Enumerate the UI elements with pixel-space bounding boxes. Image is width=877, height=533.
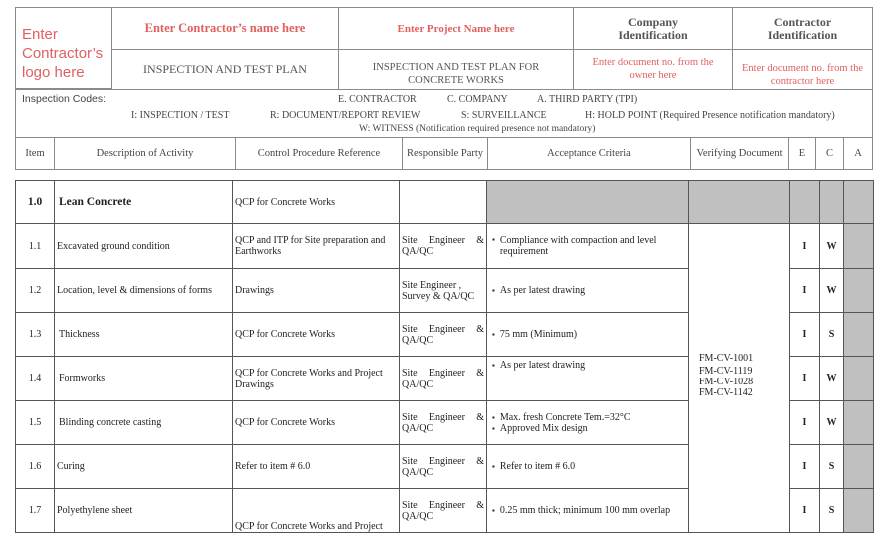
row-a xyxy=(844,313,874,357)
row-c: W xyxy=(820,357,844,401)
owner-document-number xyxy=(573,49,733,90)
verifying-documents-cell xyxy=(689,224,790,533)
row-item: 1.5 xyxy=(16,401,55,445)
project-name xyxy=(338,7,574,50)
verifying-doc: FM-CV-1028 xyxy=(699,378,754,386)
subtitle-line-1: INSPECTION AND TEST PLAN FOR xyxy=(372,61,540,73)
contractor-id-line-2: Identification xyxy=(767,27,838,42)
row-e: I xyxy=(790,357,820,401)
party-site: Site xyxy=(402,323,418,335)
row-e: I xyxy=(790,489,820,533)
col-e xyxy=(788,137,816,170)
row-description: Polyethylene sheet xyxy=(55,489,233,533)
project-name-text: Enter Project Name here xyxy=(397,22,515,35)
code-contractor: E. CONTRACTOR xyxy=(338,94,417,105)
contractor-name-text: Enter Contractor’s name here xyxy=(144,21,306,35)
criteria-text: As per latest drawing xyxy=(499,285,586,296)
code-review: R: DOCUMENT/REPORT REVIEW xyxy=(270,110,421,121)
criteria-text: Refer to item # 6.0 xyxy=(499,461,576,472)
row-a xyxy=(844,489,874,533)
section-item: 1.0 xyxy=(16,181,55,224)
row-e: I xyxy=(790,445,820,489)
row-item: 1.3 xyxy=(16,313,55,357)
row-criteria xyxy=(487,445,689,489)
criteria-text: Max. fresh Concrete Tem.=32°C xyxy=(499,411,631,423)
row-item: 1.7 xyxy=(16,489,55,533)
party-engineer: Engineer xyxy=(428,499,465,511)
row-c: S xyxy=(820,445,844,489)
inspection-codes-label: Inspection Codes: xyxy=(22,93,107,105)
row-item: 1.4 xyxy=(16,357,55,401)
row-description: Thickness xyxy=(55,313,233,357)
party-site: Site xyxy=(402,455,418,467)
col-description xyxy=(54,137,236,170)
criteria-text: ▪ Compliance with compaction and level requirement xyxy=(499,235,657,257)
party-qaqc: QA/QC xyxy=(402,466,434,478)
row-procedure: QCP for Concrete Works xyxy=(233,313,400,357)
party-site: Site xyxy=(402,367,418,379)
section-criteria xyxy=(487,181,689,224)
row-criteria xyxy=(487,224,689,269)
section-description: Lean Concrete xyxy=(55,181,233,224)
row-a xyxy=(844,401,874,445)
col-party xyxy=(402,137,488,170)
row-party xyxy=(400,357,487,401)
row-e: I xyxy=(790,269,820,313)
party-engineer: Engineer xyxy=(428,323,465,335)
row-item: 1.6 xyxy=(16,445,55,489)
section-procedure: QCP for Concrete Works xyxy=(233,181,400,224)
row-e: I xyxy=(790,313,820,357)
party-qaqc: QA/QC xyxy=(402,422,434,434)
contractor-id-line-1: Contractor xyxy=(773,14,832,29)
row-party xyxy=(400,489,487,533)
col-item xyxy=(15,137,55,170)
row-procedure: QCP and ITP for Site preparation and Earthworks xyxy=(233,224,400,269)
row-a xyxy=(844,269,874,313)
party-qaqc: QA/QC xyxy=(402,510,434,522)
row-party xyxy=(400,224,487,269)
contractor-name xyxy=(111,7,339,50)
verifying-doc: FM-CV-1001 xyxy=(699,353,754,364)
row-party xyxy=(400,401,487,445)
col-item-label: Item xyxy=(25,148,45,159)
row-c: W xyxy=(820,269,844,313)
row-party xyxy=(400,445,487,489)
col-procedure-label: Control Procedure Reference xyxy=(257,148,381,159)
document-subtitle xyxy=(338,49,574,90)
col-criteria-label: Acceptance Criteria xyxy=(547,148,631,159)
party-qaqc: QA/QC xyxy=(402,378,434,390)
row-criteria xyxy=(487,357,689,401)
row-a xyxy=(844,445,874,489)
row-a xyxy=(844,224,874,269)
row-party: Site Engineer , Survey & QA/QC xyxy=(400,269,487,313)
col-e-label: E xyxy=(798,148,806,159)
col-description-label: Description of Activity xyxy=(96,148,194,159)
section-party xyxy=(400,181,487,224)
document-title xyxy=(111,49,339,90)
logo-line-3: logo here xyxy=(22,64,85,81)
col-a xyxy=(843,137,873,170)
col-c-label: C xyxy=(825,148,833,159)
party-qaqc: QA/QC xyxy=(402,334,434,346)
owner-doc-line-2: owner here xyxy=(629,70,677,81)
party-site: Site xyxy=(402,235,418,246)
document-title-text: INSPECTION AND TEST PLAN xyxy=(143,62,307,76)
row-procedure: QCP for Concrete Works xyxy=(233,401,400,445)
criteria-text: As per latest drawing xyxy=(499,360,586,371)
party-site: Site xyxy=(402,411,418,423)
party-amp: & xyxy=(476,455,484,467)
code-inspection: I: INSPECTION / TEST xyxy=(131,110,230,121)
row-item: 1.1 xyxy=(16,224,55,269)
row-c: W xyxy=(820,224,844,269)
itp-table xyxy=(15,180,874,533)
section-c xyxy=(820,181,844,224)
col-verifying-document xyxy=(690,137,789,170)
row-a xyxy=(844,357,874,401)
row-criteria xyxy=(487,401,689,445)
code-hold-point: H: HOLD POINT (Required Presence notification mandatory) xyxy=(585,110,835,121)
party-amp: & xyxy=(476,235,484,246)
code-surveillance: S: SURVEILLANCE xyxy=(461,110,547,121)
col-c xyxy=(815,137,844,170)
row-description: Formworks xyxy=(55,357,233,401)
party-site: Site xyxy=(402,499,418,511)
col-verifying-label: Verifying Document xyxy=(696,148,783,159)
inspection-codes xyxy=(15,89,873,138)
criteria-text: 0.25 mm thick; minimum 100 mm overlap xyxy=(499,505,671,516)
company-id-line-1: Company xyxy=(627,14,678,29)
row-description: Blinding concrete casting xyxy=(55,401,233,445)
row-procedure: Drawings xyxy=(233,269,400,313)
section-row xyxy=(16,181,874,224)
code-third-party: A. THIRD PARTY (TPI) xyxy=(537,94,638,105)
row-procedure: QCP for Concrete Works and Project Drawings xyxy=(233,357,400,401)
criteria-text: 75 mm (Minimum) xyxy=(499,329,578,340)
row-criteria xyxy=(487,489,689,533)
verifying-doc: FM-CV-1142 xyxy=(699,387,753,398)
logo-line-1: Enter xyxy=(22,26,58,43)
row-c: W xyxy=(820,401,844,445)
section-a xyxy=(844,181,874,224)
row-procedure: Refer to item # 6.0 xyxy=(233,445,400,489)
row-party xyxy=(400,313,487,357)
row-c: S xyxy=(820,489,844,533)
contractor-document-number xyxy=(732,49,873,90)
party-amp: & xyxy=(476,367,484,379)
table-row xyxy=(16,224,874,269)
company-id-line-2: Identification xyxy=(618,27,688,42)
contractor-identification xyxy=(732,7,873,50)
row-criteria xyxy=(487,313,689,357)
logo-line-2: Contractor’s xyxy=(22,45,104,62)
section-verifying xyxy=(689,181,790,224)
column-header-row xyxy=(15,137,873,170)
contractor-doc-line-2: contractor here xyxy=(770,76,835,87)
party-qaqc: QA/QC xyxy=(402,246,434,257)
party-engineer: Engineer xyxy=(428,235,465,246)
criteria-text: Approved Mix design xyxy=(499,422,588,434)
party-engineer: Engineer xyxy=(428,411,465,423)
party-amp: & xyxy=(476,411,484,423)
party-engineer: Engineer xyxy=(428,367,465,379)
row-description: Excavated ground condition xyxy=(55,224,233,269)
row-item: 1.2 xyxy=(16,269,55,313)
party-amp: & xyxy=(476,323,484,335)
subtitle-line-2: CONCRETE WORKS xyxy=(408,74,504,86)
col-party-label: Responsible Party xyxy=(406,148,484,159)
contractor-logo-placeholder xyxy=(15,7,112,89)
code-witness: W: WITNESS (Notification required presence not mandatory) xyxy=(359,124,596,134)
col-criteria xyxy=(487,137,691,170)
row-criteria xyxy=(487,269,689,313)
row-e: I xyxy=(790,224,820,269)
code-company: C. COMPANY xyxy=(447,94,508,105)
row-procedure: QCP for Concrete Works and Project xyxy=(233,489,400,533)
row-c: S xyxy=(820,313,844,357)
row-description: Location, level & dimensions of forms xyxy=(55,269,233,313)
company-identification xyxy=(573,7,733,50)
contractor-doc-line-1: Enter document no. from the xyxy=(741,63,863,74)
party-engineer: Engineer xyxy=(428,455,465,467)
section-e xyxy=(790,181,820,224)
row-e: I xyxy=(790,401,820,445)
col-a-label: A xyxy=(854,148,862,159)
party-amp: & xyxy=(476,499,484,511)
col-procedure xyxy=(235,137,403,170)
row-description: Curing xyxy=(55,445,233,489)
verifying-doc: FM-CV-1119 xyxy=(699,366,753,377)
owner-doc-line-1: Enter document no. from the xyxy=(592,57,714,68)
